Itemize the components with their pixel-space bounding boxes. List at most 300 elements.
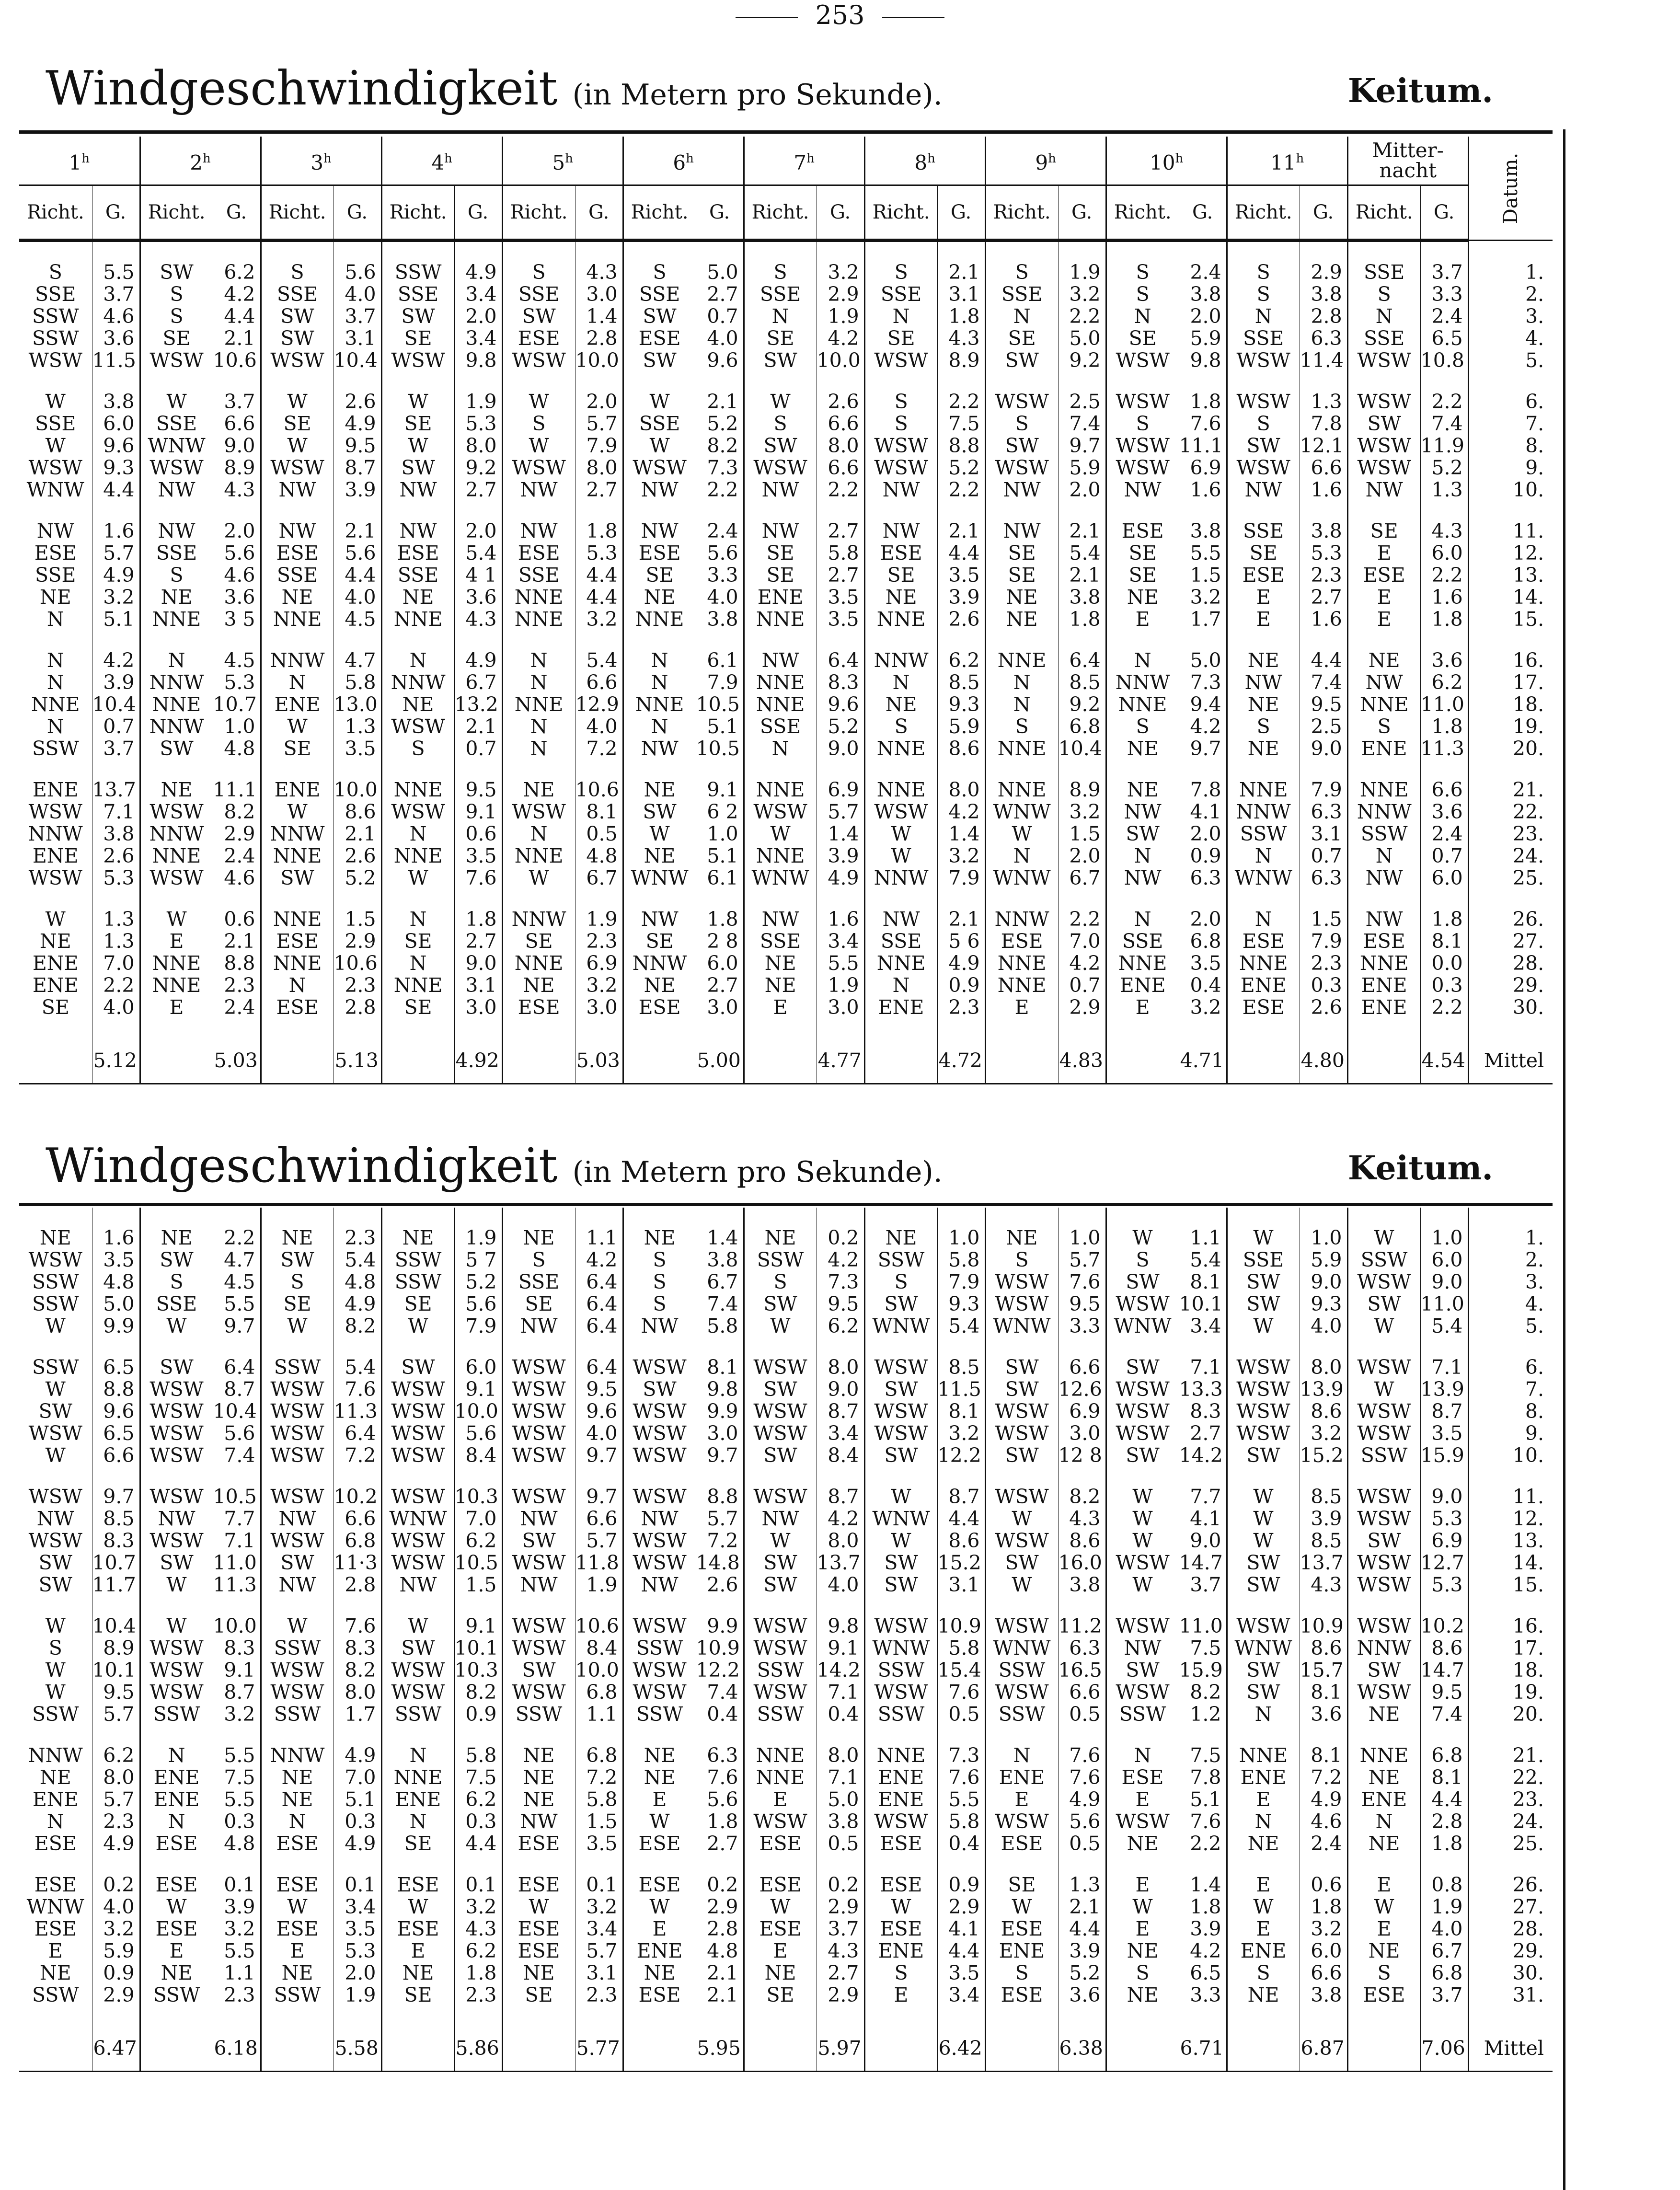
section-1-top-rule xyxy=(19,130,1553,134)
speed-cell: 8.7 xyxy=(213,1681,261,1703)
speed-cell: 2.0 xyxy=(1179,908,1227,930)
gap-cell xyxy=(937,1337,985,1356)
speed-cell: 16.5 xyxy=(1058,1659,1106,1681)
direction-cell: ENE xyxy=(864,1788,937,1810)
speed-cell: 8.0 xyxy=(937,779,985,801)
direction-cell: NW xyxy=(744,649,817,671)
speed-cell: 1.0 xyxy=(1300,1227,1347,1249)
direction-cell: ENE xyxy=(985,1766,1058,1788)
speed-cell: 1.6 xyxy=(1300,608,1347,630)
direction-cell: NW xyxy=(381,1574,454,1596)
speed-cell: 2.3 xyxy=(1300,952,1347,974)
direction-cell: NE xyxy=(381,586,454,608)
speed-cell: 4.4 xyxy=(1058,1918,1106,1940)
direction-cell: ESE xyxy=(623,327,696,349)
gap-cell xyxy=(575,2006,623,2025)
gap-cell xyxy=(502,241,575,262)
direction-cell: E xyxy=(1106,608,1179,630)
gap-cell xyxy=(937,630,985,649)
direction-cell: WSW xyxy=(502,1615,575,1637)
date-cell: 16. xyxy=(1512,649,1544,671)
table-row xyxy=(19,283,1553,305)
speed-cell: 2.2 xyxy=(1420,391,1468,413)
hour-mark: h xyxy=(1296,151,1304,166)
speed-cell: 10.1 xyxy=(1179,1293,1227,1315)
speed-cell: 6.8 xyxy=(1420,1744,1468,1766)
hour-label: 4 xyxy=(431,150,445,174)
speed-cell: 2.2 xyxy=(92,974,140,996)
direction-cell: NE xyxy=(985,1227,1058,1249)
direction-cell: S xyxy=(19,1637,92,1659)
direction-cell: W xyxy=(623,823,696,845)
gap-cell xyxy=(213,1337,261,1356)
speed-cell: 7.0 xyxy=(334,1766,381,1788)
gap-cell xyxy=(937,889,985,908)
direction-cell: WSW xyxy=(1106,1615,1179,1637)
speed-cell: 0.7 xyxy=(1420,845,1468,867)
direction-cell: NE xyxy=(744,974,817,996)
gap-cell xyxy=(937,1855,985,1874)
direction-cell: SSE xyxy=(381,564,454,586)
direction-cell: WSW xyxy=(140,1378,213,1400)
direction-cell: WSW xyxy=(1106,1552,1179,1574)
g-header: G. xyxy=(1179,185,1227,241)
speed-cell: 8.7 xyxy=(213,1378,261,1400)
gap-cell xyxy=(623,1596,696,1615)
richt-header: Richt. xyxy=(502,185,575,241)
gap-cell xyxy=(817,2006,864,2025)
speed-cell: 2.0 xyxy=(454,305,502,327)
gap-cell xyxy=(1347,1596,1420,1615)
speed-cell: 1.2 xyxy=(1179,1703,1227,1725)
direction-cell: NE xyxy=(140,1962,213,1984)
direction-cell: SE xyxy=(864,327,937,349)
speed-cell: 2.7 xyxy=(696,1833,744,1855)
speed-cell: 8.1 xyxy=(696,1356,744,1378)
direction-cell: S xyxy=(985,1962,1058,1984)
gap-cell xyxy=(140,1466,213,1486)
gap-cell xyxy=(864,1596,937,1615)
gap-cell xyxy=(696,1208,744,1227)
gap-cell xyxy=(92,760,140,779)
gap-cell xyxy=(1106,1466,1179,1486)
speed-cell: 6.4 xyxy=(334,1422,381,1444)
speed-cell: 1.8 xyxy=(454,908,502,930)
direction-cell: SSW xyxy=(381,1271,454,1293)
speed-cell: 2.3 xyxy=(575,1984,623,2006)
gap-cell xyxy=(937,501,985,520)
table-row xyxy=(19,908,1553,930)
gap-cell xyxy=(1227,889,1300,908)
direction-cell: NW xyxy=(140,520,213,542)
speed-cell: 4.3 xyxy=(817,1940,864,1962)
direction-cell: NW xyxy=(744,520,817,542)
table-row xyxy=(19,1659,1553,1681)
speed-cell: 6.7 xyxy=(454,671,502,693)
gap-cell xyxy=(864,630,937,649)
direction-cell: WSW xyxy=(1347,457,1420,479)
direction-cell: SW xyxy=(261,327,334,349)
speed-cell: 1.6 xyxy=(1300,479,1347,501)
speed-cell: 2.4 xyxy=(1300,1833,1347,1855)
speed-cell: 7.6 xyxy=(937,1681,985,1703)
direction-cell: N xyxy=(1227,845,1300,867)
direction-cell: WSW xyxy=(381,1444,454,1466)
speed-cell: 2.1 xyxy=(937,520,985,542)
mittel-value: 5.03 xyxy=(575,1037,623,1084)
speed-cell: 6.4 xyxy=(575,1315,623,1337)
direction-cell: WSW xyxy=(381,801,454,823)
gap-cell xyxy=(1420,2006,1468,2025)
speed-cell: 8.5 xyxy=(937,671,985,693)
gap-cell xyxy=(213,371,261,391)
table-row xyxy=(19,1486,1553,1508)
direction-cell: N xyxy=(502,649,575,671)
speed-cell: 0.6 xyxy=(454,823,502,845)
speed-cell: 3.1 xyxy=(1300,823,1347,845)
speed-cell: 0.0 xyxy=(1420,952,1468,974)
direction-cell: WSW xyxy=(864,801,937,823)
speed-cell: 5.6 xyxy=(696,1788,744,1810)
gap-cell xyxy=(140,760,213,779)
speed-cell: 9.7 xyxy=(696,1444,744,1466)
direction-cell: WSW xyxy=(985,1486,1058,1508)
speed-cell: 5.3 xyxy=(575,542,623,564)
direction-cell: NE xyxy=(623,845,696,867)
speed-cell: 3.9 xyxy=(1300,1508,1347,1530)
gap-cell xyxy=(1347,2006,1420,2025)
speed-cell: 1.4 xyxy=(937,823,985,845)
speed-cell: 3.8 xyxy=(1058,1574,1106,1596)
direction-cell: WSW xyxy=(140,457,213,479)
direction-cell: WSW xyxy=(140,1486,213,1508)
direction-cell: WSW xyxy=(1227,1422,1300,1444)
gap-cell xyxy=(864,241,937,262)
direction-cell: SSW xyxy=(1227,823,1300,845)
gap-cell xyxy=(19,1018,92,1037)
direction-cell: NW xyxy=(261,520,334,542)
direction-cell: NE xyxy=(1347,1833,1420,1855)
direction-cell: NNW xyxy=(19,1744,92,1766)
mittel-value: 6.87 xyxy=(1300,2025,1347,2072)
speed-cell: 1.7 xyxy=(334,1703,381,1725)
direction-cell: WSW xyxy=(381,349,454,371)
direction-cell: NNE xyxy=(1227,779,1300,801)
table-row xyxy=(19,1833,1553,1855)
hour-label: 2 xyxy=(190,150,203,174)
speed-cell: 10.2 xyxy=(1420,1615,1468,1637)
g-header: G. xyxy=(1058,185,1106,241)
gap-cell xyxy=(1468,1018,1553,1037)
speed-cell: 5.4 xyxy=(1420,1315,1468,1337)
direction-cell: WNW xyxy=(864,1637,937,1659)
date-cell: 19. xyxy=(1512,715,1544,738)
direction-cell: WSW xyxy=(1227,349,1300,371)
speed-cell: 1.5 xyxy=(334,908,381,930)
speed-cell: 7.6 xyxy=(1058,1271,1106,1293)
gap-cell xyxy=(1106,889,1179,908)
mittel-blank xyxy=(623,1037,696,1084)
speed-cell: 6.6 xyxy=(817,457,864,479)
direction-cell: SSW xyxy=(19,1703,92,1725)
direction-cell: NE xyxy=(1227,649,1300,671)
gap-cell xyxy=(623,1466,696,1486)
gap-cell xyxy=(261,1855,334,1874)
direction-cell: WSW xyxy=(1347,1681,1420,1703)
speed-cell: 7.0 xyxy=(454,1508,502,1530)
speed-cell: 3.1 xyxy=(937,1574,985,1596)
direction-cell: WSW xyxy=(744,1400,817,1422)
direction-cell: NW xyxy=(261,479,334,501)
speed-cell: 3.4 xyxy=(1179,1315,1227,1337)
direction-cell: WSW xyxy=(502,1444,575,1466)
speed-cell: 3.4 xyxy=(817,930,864,952)
direction-cell: SW xyxy=(985,1356,1058,1378)
speed-cell: 4.5 xyxy=(334,608,381,630)
direction-cell: NW xyxy=(1106,479,1179,501)
speed-cell: 5.3 xyxy=(92,867,140,889)
date-cell: 6. xyxy=(1525,1356,1544,1378)
direction-cell: NE xyxy=(140,586,213,608)
direction-cell: N xyxy=(19,608,92,630)
direction-cell: WSW xyxy=(381,1422,454,1444)
direction-cell: WSW xyxy=(261,1444,334,1466)
direction-cell: WSW xyxy=(623,1681,696,1703)
gap-cell xyxy=(1468,2006,1553,2025)
direction-cell: WNW xyxy=(623,867,696,889)
g-header: G. xyxy=(575,185,623,241)
direction-cell: NE xyxy=(140,1227,213,1249)
direction-cell: NNW xyxy=(623,952,696,974)
mittel-blank xyxy=(1347,2025,1420,2072)
direction-cell: NNE xyxy=(1347,1744,1420,1766)
gap-cell xyxy=(19,2006,92,2025)
gap-cell xyxy=(381,501,454,520)
table-row xyxy=(19,1918,1553,1940)
direction-cell: SSW xyxy=(261,1356,334,1378)
direction-cell: NE xyxy=(623,1227,696,1249)
speed-cell: 2.2 xyxy=(937,391,985,413)
speed-cell: 10.4 xyxy=(92,693,140,715)
direction-cell: S xyxy=(381,738,454,760)
g-header: G. xyxy=(334,185,381,241)
direction-cell: NW xyxy=(985,479,1058,501)
table-row xyxy=(19,738,1553,760)
direction-cell: S xyxy=(1106,715,1179,738)
gap-cell xyxy=(454,1208,502,1227)
direction-cell: NNE xyxy=(1347,779,1420,801)
mittel-value: 4.92 xyxy=(454,1037,502,1084)
speed-cell: 3.5 xyxy=(937,1962,985,1984)
speed-cell: 8.0 xyxy=(454,435,502,457)
direction-cell: SSW xyxy=(19,1293,92,1315)
direction-cell: WSW xyxy=(261,1486,334,1508)
table-row xyxy=(19,1637,1553,1659)
speed-cell: 9.9 xyxy=(696,1400,744,1422)
speed-cell: 6.6 xyxy=(1058,1356,1106,1378)
direction-cell: E xyxy=(140,930,213,952)
speed-cell: 12.7 xyxy=(1420,1552,1468,1574)
direction-cell: SE xyxy=(261,1293,334,1315)
speed-cell: 10.6 xyxy=(334,952,381,974)
table-row xyxy=(19,867,1553,889)
gap-cell xyxy=(381,1855,454,1874)
gap-cell xyxy=(1058,1596,1106,1615)
table-row xyxy=(19,693,1553,715)
section-1-title: Windgeschwindigkeit xyxy=(46,61,558,116)
direction-cell: SW xyxy=(19,1400,92,1422)
speed-cell: 10.6 xyxy=(575,1615,623,1637)
direction-cell: WSW xyxy=(744,1810,817,1833)
gap-cell xyxy=(19,630,92,649)
direction-cell: WSW xyxy=(261,1659,334,1681)
gap-cell xyxy=(864,1018,937,1037)
direction-cell: ESE xyxy=(140,1918,213,1940)
speed-cell: 3.1 xyxy=(937,283,985,305)
gap-cell xyxy=(502,889,575,908)
speed-cell: 7.4 xyxy=(213,1444,261,1466)
bottom-rule xyxy=(19,2072,1553,2073)
speed-cell: 4.9 xyxy=(334,1293,381,1315)
direction-cell: WNW xyxy=(140,435,213,457)
direction-cell: W xyxy=(140,1896,213,1918)
richt-header: Richt. xyxy=(623,185,696,241)
direction-cell: NNE xyxy=(1227,1744,1300,1766)
gap-cell xyxy=(1179,1596,1227,1615)
direction-cell: WSW xyxy=(1106,349,1179,371)
speed-cell: 4.2 xyxy=(575,1249,623,1271)
speed-cell: 4.6 xyxy=(213,564,261,586)
speed-cell: 6.7 xyxy=(696,1271,744,1293)
table-row xyxy=(19,1552,1553,1574)
direction-cell: SSE xyxy=(864,930,937,952)
speed-cell: 3.8 xyxy=(817,1810,864,1833)
speed-cell: 2.2 xyxy=(213,1227,261,1249)
gap-cell xyxy=(502,1855,575,1874)
gap-cell xyxy=(575,501,623,520)
speed-cell: 13.2 xyxy=(454,693,502,715)
table-row xyxy=(19,952,1553,974)
direction-cell: NNE xyxy=(502,845,575,867)
direction-cell: SW xyxy=(623,801,696,823)
mittel-blank xyxy=(1347,1037,1420,1084)
direction-cell: NE xyxy=(502,1962,575,1984)
direction-cell: SW xyxy=(502,1530,575,1552)
speed-cell: 0.9 xyxy=(937,974,985,996)
gap-cell xyxy=(454,1855,502,1874)
richt-header: Richt. xyxy=(744,185,817,241)
speed-cell: 3.7 xyxy=(92,283,140,305)
mittel-blank xyxy=(744,1037,817,1084)
gap-cell xyxy=(1179,1337,1227,1356)
gap-cell xyxy=(92,1208,140,1227)
speed-cell: 5.4 xyxy=(1179,1249,1227,1271)
direction-cell: WSW xyxy=(502,1552,575,1574)
direction-cell: SSW xyxy=(744,1249,817,1271)
direction-cell: SSE xyxy=(19,564,92,586)
direction-cell: S xyxy=(985,413,1058,435)
speed-cell: 3.2 xyxy=(575,1896,623,1918)
speed-cell: 7.1 xyxy=(817,1766,864,1788)
speed-cell: 7.6 xyxy=(1179,413,1227,435)
speed-cell: 5.2 xyxy=(937,457,985,479)
gap-cell xyxy=(744,1855,817,1874)
direction-cell: WSW xyxy=(261,1530,334,1552)
direction-cell: NW xyxy=(623,1508,696,1530)
direction-cell: SW xyxy=(744,1444,817,1466)
direction-cell: E xyxy=(1227,1918,1300,1940)
direction-cell: WSW xyxy=(1106,1810,1179,1833)
speed-cell: 5.9 xyxy=(92,1940,140,1962)
direction-cell: NW xyxy=(502,520,575,542)
direction-cell: N xyxy=(1227,1703,1300,1725)
direction-cell: ESE xyxy=(261,542,334,564)
speed-cell: 8.2 xyxy=(696,435,744,457)
direction-cell: ENE xyxy=(19,779,92,801)
speed-cell: 3.2 xyxy=(937,1422,985,1444)
direction-cell: SSW xyxy=(19,738,92,760)
speed-cell: 3.4 xyxy=(817,1422,864,1444)
speed-cell: 6.9 xyxy=(1058,1400,1106,1422)
datum-label: Datum. xyxy=(1499,152,1522,224)
speed-cell: 4.2 xyxy=(92,649,140,671)
gap-cell xyxy=(1179,241,1227,262)
speed-cell: 6.9 xyxy=(575,952,623,974)
gap-cell xyxy=(744,889,817,908)
date-cell: 22. xyxy=(1512,801,1544,823)
direction-cell: SW xyxy=(864,1444,937,1466)
table-row xyxy=(19,996,1553,1018)
direction-cell: ENE xyxy=(19,845,92,867)
speed-cell: 4.3 xyxy=(575,261,623,283)
direction-cell: WSW xyxy=(1227,391,1300,413)
direction-cell: ENE xyxy=(19,952,92,974)
speed-cell: 4.7 xyxy=(334,649,381,671)
gap-cell xyxy=(744,1018,817,1037)
mittel-blank xyxy=(985,2025,1058,2072)
direction-cell: ESE xyxy=(1227,930,1300,952)
speed-cell: 8.0 xyxy=(1300,1356,1347,1378)
speed-cell: 8.7 xyxy=(1420,1400,1468,1422)
direction-cell: ESE xyxy=(985,1833,1058,1855)
speed-cell: 1.7 xyxy=(1179,608,1227,630)
direction-cell: WSW xyxy=(1347,1400,1420,1422)
direction-cell: NE xyxy=(1106,1940,1179,1962)
gap-cell xyxy=(1179,2006,1227,2025)
speed-cell: 9.6 xyxy=(575,1400,623,1422)
direction-cell: E xyxy=(381,1940,454,1962)
direction-cell: N xyxy=(502,671,575,693)
speed-cell: 4.3 xyxy=(1058,1508,1106,1530)
gap-cell xyxy=(696,501,744,520)
direction-cell: NW xyxy=(502,1574,575,1596)
speed-cell: 4.4 xyxy=(575,564,623,586)
gap-cell xyxy=(454,2006,502,2025)
speed-cell: 8.6 xyxy=(1058,1530,1106,1552)
mittel-blank xyxy=(261,1037,334,1084)
gap-cell xyxy=(502,1018,575,1037)
direction-cell: SW xyxy=(1227,1659,1300,1681)
direction-cell: E xyxy=(1347,1874,1420,1896)
speed-cell: 3.0 xyxy=(696,996,744,1018)
direction-cell: NNE xyxy=(864,738,937,760)
gap-cell xyxy=(334,371,381,391)
speed-cell: 5.9 xyxy=(1300,1249,1347,1271)
direction-cell: N xyxy=(864,974,937,996)
speed-cell: 1.9 xyxy=(454,391,502,413)
direction-cell: SE xyxy=(985,564,1058,586)
speed-cell: 10.9 xyxy=(696,1637,744,1659)
